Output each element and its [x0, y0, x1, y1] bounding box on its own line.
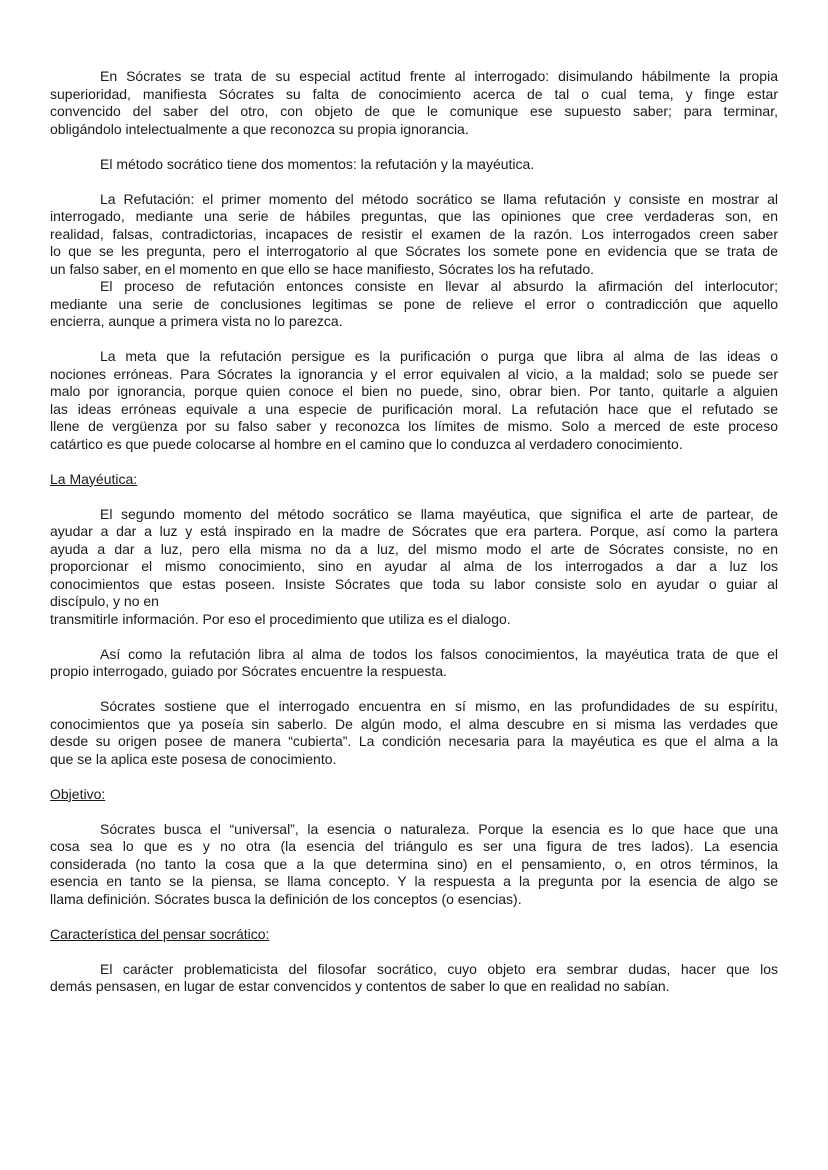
paragraph-line: ayudar a dar a luz y está inspirado en la madre de Sócrates que era partera. Porque, así como la partera	[50, 523, 778, 539]
paragraph-line: que se la aplica este posesa de conocimiento.	[50, 750, 337, 767]
paragraph-line: mediante una serie de conclusiones legitimas se pone de relieve el error o contradicción que aquello	[50, 295, 778, 312]
paragraph-line: esencia en tanto se la piensa, se llama concepto. Y la respuesta a la pregunta por la esencia de algo se	[50, 873, 778, 889]
paragraph	[50, 698, 778, 768]
paragraph	[50, 646, 778, 681]
paragraph-line: transmitirle información. Por eso el procedimiento que utiliza es el dialogo.	[50, 610, 511, 627]
paragraph-line: convencido del saber del otro, con objeto de que le comunique ese supuesto saber; para terminar,	[50, 103, 778, 119]
paragraph-line: realidad, falsas, contradictorias, incapaces de resistir el examen de la razón. Los interrogados creen saber	[50, 225, 778, 242]
heading-wrapper	[50, 926, 778, 944]
paragraph	[50, 611, 778, 629]
paragraph-line: cosa sea lo que es y no otra (la esencia del triángulo es ser una figura de tres lados). La esencia	[50, 838, 778, 854]
paragraph-line: superioridad, manifiesta Sócrates su falta de conocimiento acerca de tal o cual tema, y finge estar	[50, 85, 778, 102]
paragraph	[50, 961, 778, 996]
paragraph-line: ayuda a dar a luz, pero ella misma no da a luz, del mismo modo el arte de Sócrates consiste, no en	[50, 540, 778, 557]
paragraph-line: Sócrates sostiene que el interrogado encuentra en sí mismo, en las profundidades de su espíritu,	[100, 698, 778, 714]
paragraph-line: Así como la refutación libra al alma de todos los falsos conocimientos, la mayéutica trata de que el	[100, 645, 778, 662]
paragraph-line: nociones erróneas. Para Sócrates la ignorancia y el error equivalen al vicio, a la maldad; solo se puede ser	[50, 365, 778, 382]
paragraph	[50, 506, 778, 611]
paragraph-line: malo por ignorancia, porque quien conoce el bien no puede, sino, obrar bien. Por tanto, quitarle a alguien	[50, 383, 778, 399]
heading-wrapper	[50, 786, 778, 804]
paragraph-line: desde su origen posee de manera “cubierta”. La condición necesaria para la mayéutica es que el alma a la	[50, 733, 778, 749]
paragraph-line: interrogado, mediante una serie de hábiles preguntas, que las opiniones que cree verdaderas son, en	[50, 208, 778, 224]
section-heading: Objetivo:	[50, 785, 106, 802]
heading-wrapper	[50, 471, 778, 489]
paragraph-line: las ideas erróneas equivale a una especie de purificación moral. La refutación hace que el refutado se	[50, 400, 778, 417]
paragraph	[50, 156, 778, 174]
paragraph	[50, 348, 778, 453]
paragraph	[50, 821, 778, 909]
paragraph-line: demás pensasen, en lugar de estar convencidos y contentos de saber lo que en realidad no sabían.	[50, 978, 670, 994]
section-heading: La Mayéutica:	[50, 470, 138, 487]
paragraph-line: Sócrates busca el “universal”, la esencia o naturaleza. Porque la esencia es lo que hace que una	[100, 820, 778, 837]
paragraph-line: El segundo momento del método socrático se llama mayéutica, que significa el arte de partear, de	[100, 505, 778, 522]
paragraph-line: El carácter problematicista del filosofar socrático, cuyo objeto era sembrar dudas, hacer que los	[100, 960, 778, 977]
paragraph-line: La meta que la refutación persigue es la purificación o purga que libra al alma de las ideas o	[100, 348, 778, 364]
paragraph-line: llene de vergüenza por su falso saber y reconozca los límites de mismo. Solo a merced de este proceso	[50, 418, 778, 434]
section-heading: Característica del pensar socrático:	[50, 925, 270, 942]
paragraph-line: un falso saber, en el momento en que ello se hace manifiesto, Sócrates los ha refutado.	[50, 260, 594, 277]
paragraph-line: catártico es que puede colocarse al hombre en el camino que lo conduzca al verdadero conocimiento.	[50, 435, 683, 452]
paragraph-line: propio interrogado, guiado por Sócrates encuentre la respuesta.	[50, 663, 447, 679]
paragraph-line: lo que se les pregunta, pero el interrogatorio al que Sócrates los somete pone en evidencia que se trata de	[50, 243, 778, 259]
paragraph-line: conocimientos que ya poseía sin saberlo. De algún modo, el alma descubre en si misma las verdades que	[50, 715, 778, 732]
paragraph-line: En Sócrates se trata de su especial actitud frente al interrogado: disimulando hábilmente la propia	[100, 68, 778, 84]
document-page	[50, 68, 778, 996]
paragraph-line: El proceso de refutación entonces consiste en llevar al absurdo la afirmación del interlocutor;	[100, 278, 778, 294]
paragraph-line: discípulo, y no en	[50, 593, 159, 609]
paragraph-line: considerada (no tanto la cosa que a la que determina sino) en el pensamiento, o, en otros términos, la	[50, 855, 778, 872]
paragraph	[50, 191, 778, 279]
paragraph-line: El método socrático tiene dos momentos: la refutación y la mayéutica.	[100, 155, 535, 172]
paragraph-line: conocimientos que estas poseen. Insiste Sócrates que toda su labor consiste solo en ayudar o guiar al	[50, 575, 778, 592]
paragraph-line: proporcionar el mismo conocimiento, sino en ayudar al alma de los interrogados a dar a luz los	[50, 558, 778, 574]
paragraph-line: encierra, aunque a primera vista no lo parezca.	[50, 313, 343, 329]
paragraph-line: obligándolo intelectualmente a que reconozca su propia ignorancia.	[50, 120, 469, 137]
paragraph-line: La Refutación: el primer momento del método socrático se llama refutación y consiste en mostrar al	[100, 190, 778, 207]
paragraph-line: llama definición. Sócrates busca la definición de los conceptos (o esencias).	[50, 890, 522, 907]
paragraph	[50, 68, 778, 138]
paragraph	[50, 278, 778, 331]
